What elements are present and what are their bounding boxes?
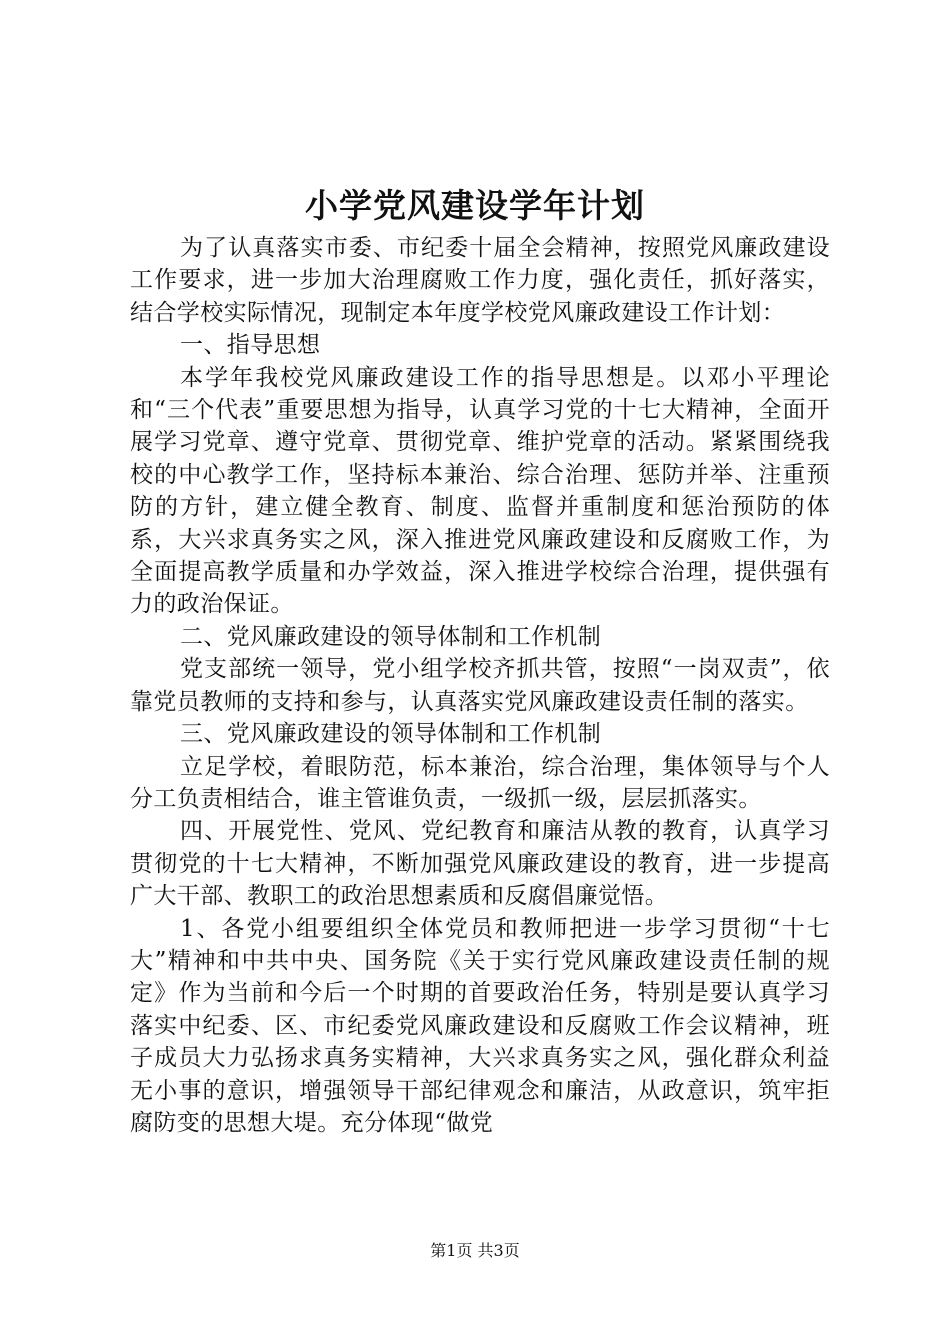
working-mechanism-paragraph: 立足学校，着眼防范，标本兼治，综合治理，集体领导与个人分工负责相结合，谁主管谁负责，一级抓一级，层层抓落实。	[130, 753, 830, 812]
page-number-footer: 第1页 共3页	[430, 1241, 520, 1260]
guiding-thought-paragraph: 本学年我校党风廉政建设工作的指导思想是。以邓小平理论和“三个代表”重要思想为指导，认真学习党的十七大精神，全面开展学习党章、遵守党章、贯彻党章、维护党章的活动。紧紧围绕我校的中心教学工作，坚持标本兼治、综合治理、惩防并举、注重预防的方针，建立健全教育、制度、监督并重制度和惩治预防的体系，大兴求真务实之风，深入推进党风廉政建设和反腐败工作，为全面提高教学质量和办学效益，深入推进学校综合治理，提供强有力的政治保证。	[130, 364, 830, 618]
section-heading-guiding-thought: 一、指导思想	[180, 332, 321, 359]
section-heading-working-mechanism: 三、党风廉政建设的领导体制和工作机制	[180, 721, 602, 748]
leadership-system-paragraph: 党支部统一领导，党小组学校齐抓共管，按照“一岗双责”，依靠党员教师的支持和参与，认真落实党风廉政建设责任制的落实。	[130, 656, 830, 715]
section-heading-leadership-system: 二、党风廉政建设的领导体制和工作机制	[180, 623, 602, 650]
document-body	[130, 232, 830, 1139]
intro-paragraph: 为了认真落实市委、市纪委十届全会精神，按照党风廉政建设工作要求，进一步加大治理腐败工作力度，强化责任，抓好落实，结合学校实际情况，现制定本年度学校党风廉政建设工作计划：	[130, 235, 830, 326]
education-section-paragraph: 四、开展党性、党风、党纪教育和廉洁从教的教育，认真学习贯彻党的十七大精神，不断加强党风廉政建设的教育，进一步提高广大干部、教职工的政治思想素质和反腐倡廉觉悟。	[130, 818, 830, 910]
item-one-paragraph: 1、各党小组要组织全体党员和教师把进一步学习贯彻“十七大”精神和中共中央、国务院《关于实行党风廉政建设责任制的规定》作为当前和今后一个时期的首要政治任务，特别是要认真学习落实中纪委、区、市纪委党风廉政建设和反腐败工作会议精神，班子成员大力弘扬求真务实精神，大兴求真务实之风，强化群众利益无小事的意识，增强领导干部纪律观念和廉洁，从政意识，筑牢拒腐防变的思想大堤。充分体现“做党	[130, 915, 830, 1136]
document-title: 小学党风建设学年计划	[305, 186, 645, 225]
